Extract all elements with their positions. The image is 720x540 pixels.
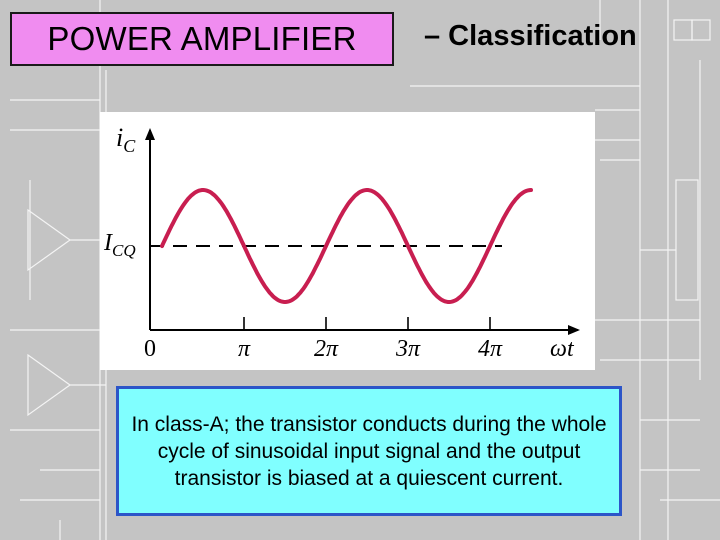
y-axis-label-sub: C <box>123 136 136 156</box>
x-tick-label: 2π <box>313 336 339 362</box>
waveform-svg <box>100 112 595 370</box>
y-axis-label-main: i <box>116 123 124 152</box>
x-tick-label: 4π <box>477 336 503 362</box>
page-title: POWER AMPLIFIER <box>47 20 357 57</box>
origin-label: 0 <box>144 336 156 362</box>
page-subtitle: – Classification <box>424 20 637 52</box>
x-tick-label: π <box>237 336 251 362</box>
waveform-diagram <box>100 112 595 370</box>
x-ticks <box>238 317 503 362</box>
y-axis-label <box>116 123 136 156</box>
caption-box <box>116 386 622 516</box>
caption-text: In class-A; the transistor conducts during the whole cycle of sinusoidal input signal and the output transistor is biased at a quiescent current. <box>131 412 607 490</box>
quiescent-label <box>103 230 136 260</box>
title-box <box>10 12 394 66</box>
x-axis-label: ωt <box>550 336 574 362</box>
quiescent-label-sub: CQ <box>112 241 136 260</box>
quiescent-label-main: I <box>104 230 112 256</box>
x-tick-label: 3π <box>395 336 421 362</box>
